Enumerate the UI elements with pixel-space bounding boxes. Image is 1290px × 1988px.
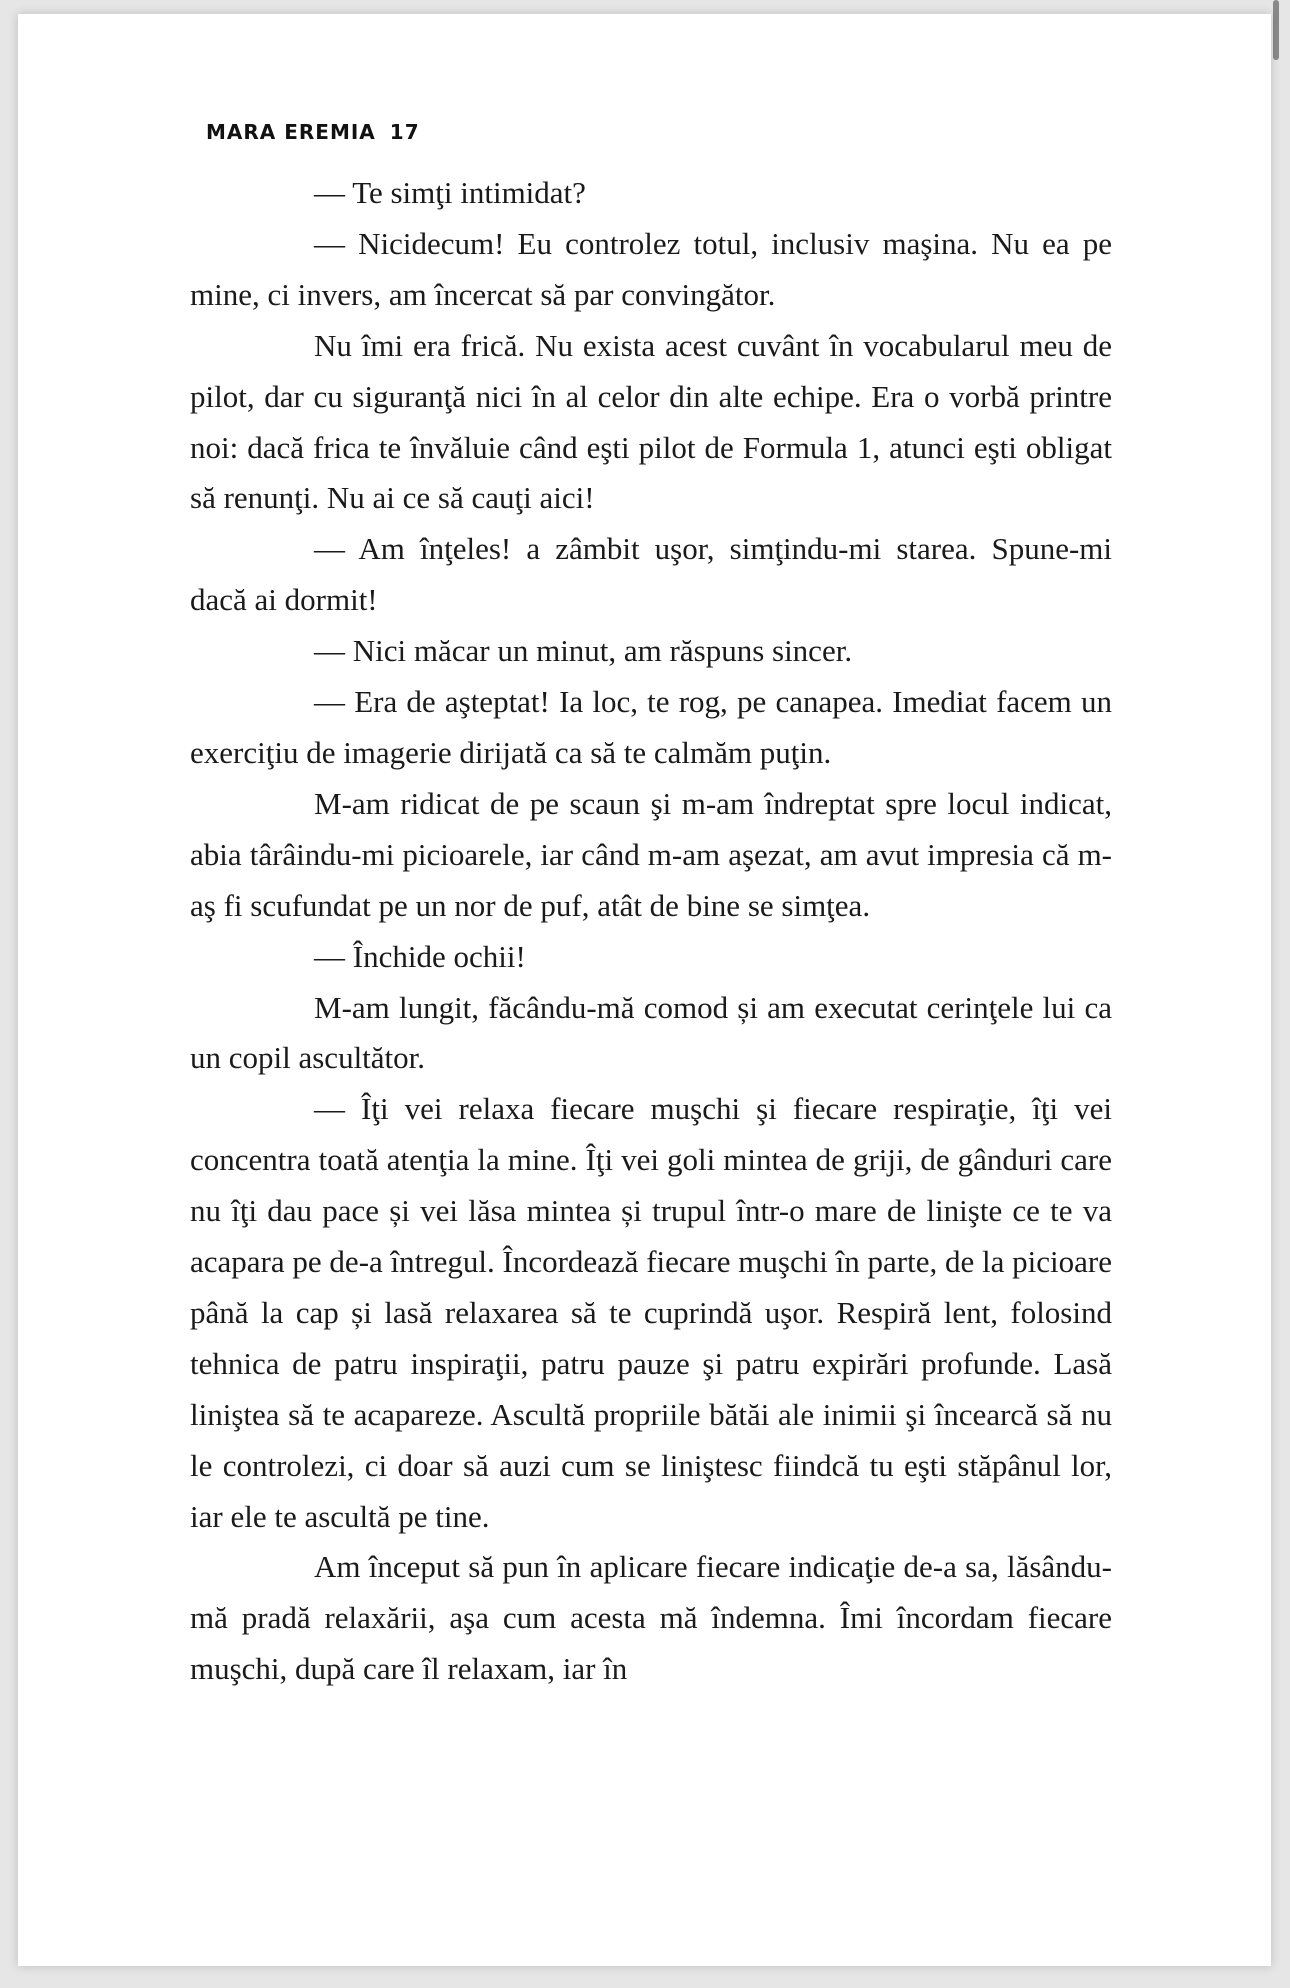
paragraph: — Nici măcar un minut, am răspuns sincer. [314, 633, 853, 669]
paragraph: — Am înţeles! a zâmbit uşor, simţindu-mi starea. Spune-mi dacă ai dormit! [190, 531, 1112, 618]
body-text [190, 168, 1112, 1695]
author-name: MARA EREMIA [206, 120, 376, 144]
paragraph: — Era de aşteptat! Ia loc, te rog, pe canapea. Imediat facem un exerciţiu de imagerie dirijată ca să te calmăm puţin. [190, 684, 1112, 770]
paragraph: — Închide ochii! [314, 938, 526, 974]
paragraph: — Nicidecum! Eu controlez totul, inclusiv maşina. Nu ea pe mine, ci invers, am încercat să par convingător. [190, 225, 1112, 312]
paragraph: — Te simţi intimidat? [314, 175, 586, 210]
paragraph: Am început să pun în aplicare fiecare indicaţie de-a sa, lăsându-mă pradă relaxării, aşa cum acesta mă îndemna. Îmi încordam fiecare muşchi, după care îl relaxam, iar în [190, 1549, 1112, 1687]
page-number: 17 [389, 120, 420, 144]
paragraph: Nu îmi era frică. Nu exista acest cuvânt în vocabularul meu de pilot, dar cu siguranţă nici în al celor din alte echipe. Era o vorbă printre noi: dacă frica te învăluie când eşti pilot de Formula 1, atunci eşti obligat să renunţi. Nu ai ce să cauţi aici! [190, 327, 1112, 516]
running-header [206, 120, 420, 144]
paragraph: M-am lungit, făcându-mă comod și am executat cerinţele lui ca un copil ascultător. [190, 989, 1112, 1076]
paragraph: — Îţi vei relaxa fiecare muşchi şi fiecare respiraţie, îţi vei concentra toată atenţia la mine. Îţi vei goli mintea de griji, de gânduri care nu îţi dau pace și vei lăsa mintea și trupul într-o mare de linişte ce te va acapara pe de-a întregul. Încordează fiecare muşchi în parte, de la picioare până la cap și lasă relaxarea să te cuprindă uşor. Respiră lent, folosind tehnica de patru inspiraţii, patru pauze şi patru expirări profunde. Lasă liniştea să te acapareze. Ascultă propriile bătăi ale inimii şi încearcă să nu le controlezi, ci doar să auzi cum se liniştesc fiindcă tu eşti stăpânul lor, iar ele te ascultă pe tine. [190, 1091, 1112, 1534]
scrollbar[interactable] [1273, 0, 1279, 60]
paragraph: M-am ridicat de pe scaun şi m-am îndreptat spre locul indicat, abia târâindu-mi picioarele, iar când m-am aşezat, am avut impresia că m-aş fi scufundat pe un nor de puf, atât de bine se simţea. [190, 785, 1112, 923]
